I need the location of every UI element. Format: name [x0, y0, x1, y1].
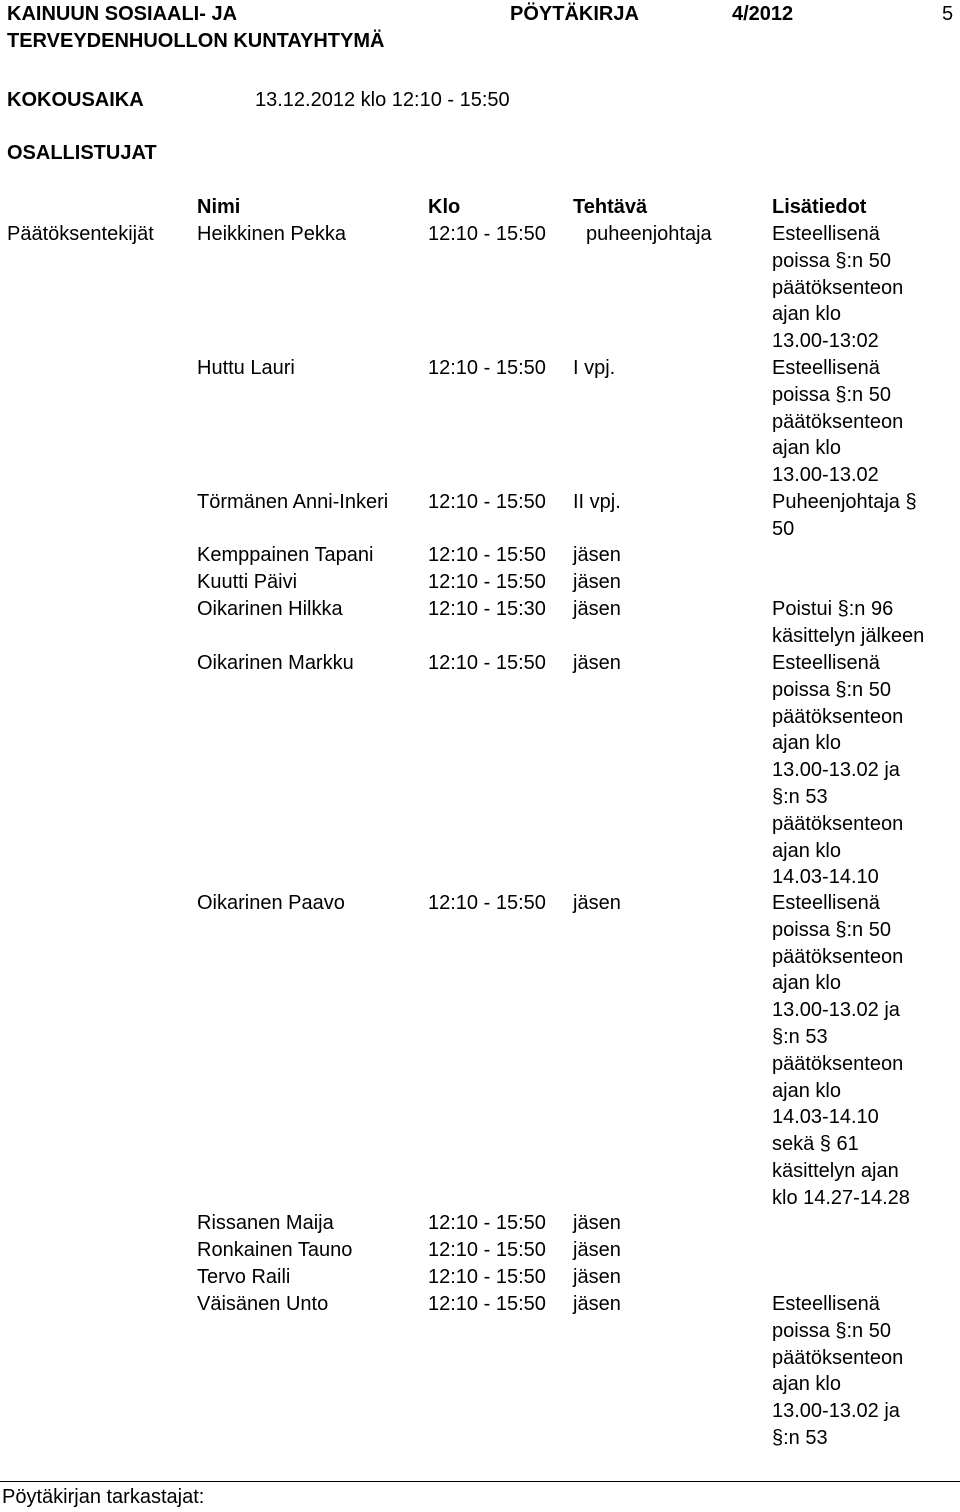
participant-info: Esteellisenä poissa §:n 50 päätöksenteon ajan klo 13.00-13.02 ja §:n 53	[772, 1293, 904, 1449]
participant-role: jäsen	[573, 544, 621, 566]
participant-time: 12:10 - 15:50	[428, 223, 546, 245]
participant-name: Ronkainen Tauno	[197, 1239, 353, 1261]
participant-info: Poistui §:n 96 käsittelyn jälkeen	[772, 598, 925, 647]
participant-time: 12:10 - 15:50	[428, 652, 546, 674]
participant-time: 12:10 - 15:50	[428, 1293, 546, 1315]
participant-info: Puheenjohtaja § 50	[772, 491, 917, 540]
participant-info: Esteellisenä poissa §:n 50 päätöksenteon ajan klo 13.00-13.02 ja §:n 53 päätöksenteon ajan klo 14.03-14.10 sekä § 61 käsittelyn ajan klo 14.27-14.28	[772, 892, 910, 1209]
document-type: PÖYTÄKIRJA	[510, 3, 639, 25]
participant-role: jäsen	[573, 892, 621, 914]
footer-divider	[0, 1481, 960, 1482]
participant-role: jäsen	[573, 571, 621, 593]
participants-heading: OSALLISTUJAT	[7, 142, 157, 164]
document-number: 4/2012	[732, 3, 794, 25]
participant-name: Oikarinen Hilkka	[197, 598, 343, 620]
column-header-klo: Klo	[428, 196, 461, 218]
participant-role: jäsen	[573, 1293, 621, 1315]
column-header-name: Nimi	[197, 196, 241, 218]
participant-name: Oikarinen Markku	[197, 652, 354, 674]
participant-time: 12:10 - 15:30	[428, 598, 546, 620]
participant-time: 12:10 - 15:50	[428, 357, 546, 379]
org-name-line1: KAINUUN SOSIAALI- JA	[7, 3, 238, 25]
group-label-decision-makers: Päätöksentekijät	[7, 223, 154, 245]
participant-info: Esteellisenä poissa §:n 50 päätöksenteon ajan klo 13.00-13:02	[772, 223, 904, 353]
participant-time: 12:10 - 15:50	[428, 1212, 546, 1234]
participant-role: jäsen	[573, 1212, 621, 1234]
column-header-role: Tehtävä	[573, 196, 648, 218]
participant-role: jäsen	[573, 652, 621, 674]
participant-info: Esteellisenä poissa §:n 50 päätöksenteon ajan klo 13.00-13.02	[772, 357, 904, 487]
participant-role: jäsen	[573, 598, 621, 620]
participant-role: II vpj.	[573, 491, 621, 513]
meeting-time-value: 13.12.2012 klo 12:10 - 15:50	[255, 89, 510, 111]
org-name-line2: TERVEYDENHUOLLON KUNTAYHTYMÄ	[7, 30, 385, 52]
participant-name: Törmänen Anni-Inkeri	[197, 491, 389, 513]
page-number: 5	[942, 3, 954, 25]
participant-role: jäsen	[573, 1239, 621, 1261]
participant-name: Kemppainen Tapani	[197, 544, 374, 566]
participant-info: Esteellisenä poissa §:n 50 päätöksenteon ajan klo 13.00-13.02 ja §:n 53 päätöksenteon ajan klo 14.03-14.10	[772, 652, 904, 889]
participant-role: jäsen	[573, 1266, 621, 1288]
participant-time: 12:10 - 15:50	[428, 491, 546, 513]
participant-name: Oikarinen Paavo	[197, 892, 345, 914]
participant-time: 12:10 - 15:50	[428, 571, 546, 593]
participant-role: puheenjohtaja	[586, 223, 712, 245]
participant-time: 12:10 - 15:50	[428, 1266, 546, 1288]
participant-name: Tervo Raili	[197, 1266, 291, 1288]
participant-name: Heikkinen Pekka	[197, 223, 346, 245]
participant-name: Huttu Lauri	[197, 357, 295, 379]
participant-name: Väisänen Unto	[197, 1293, 329, 1315]
participant-time: 12:10 - 15:50	[428, 1239, 546, 1261]
participant-role: I vpj.	[573, 357, 616, 379]
participant-time: 12:10 - 15:50	[428, 892, 546, 914]
participant-time: 12:10 - 15:50	[428, 544, 546, 566]
column-header-info: Lisätiedot	[772, 196, 867, 218]
meeting-time-label: KOKOUSAIKA	[7, 89, 144, 111]
participant-name: Rissanen Maija	[197, 1212, 334, 1234]
reviewers-label: Pöytäkirjan tarkastajat:	[2, 1486, 205, 1508]
participant-name: Kuutti Päivi	[197, 571, 298, 593]
